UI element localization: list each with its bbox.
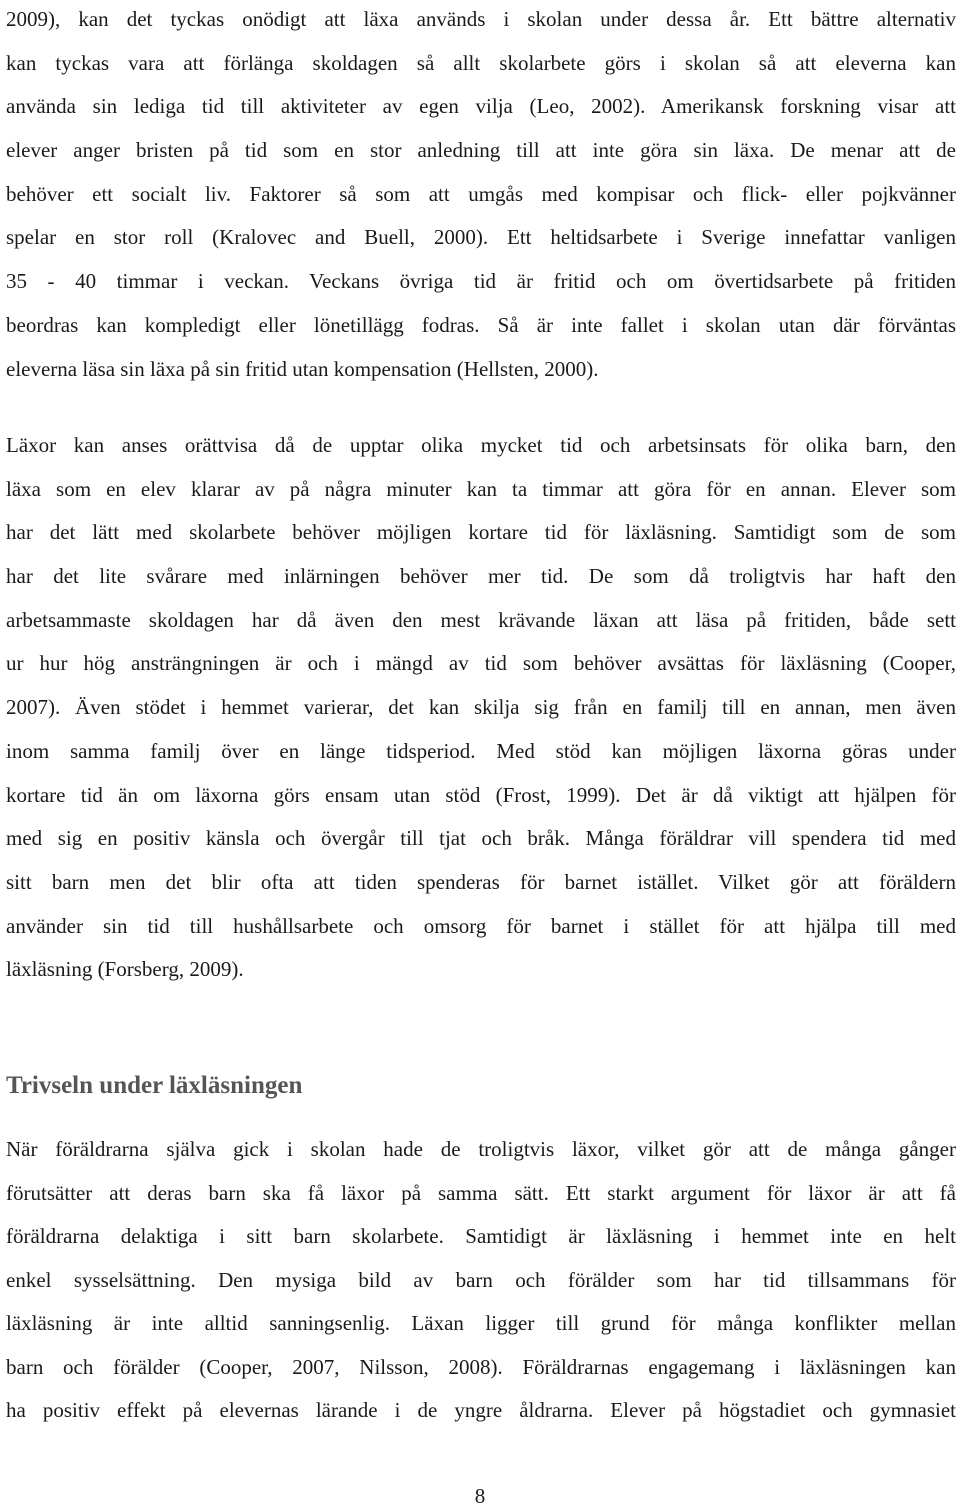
text-line: Läxor kan anses orättvisa då de upptar olika mycket tid och arbetsinsats för olika barn, den <box>6 433 956 457</box>
text-line: använder sin tid till hushållsarbete och omsorg för barnet i stället för att hjälpa till med <box>6 913 956 938</box>
text-line: När föräldrarna själva gick i skolan hade de troligtvis läxor, vilket gör att de många gånger <box>6 1137 956 1161</box>
text-line: har det lite svårare med inlärningen behöver mer tid. De som då troligtvis har haft den <box>6 564 956 589</box>
paragraph-3 <box>6 1128 956 1433</box>
text-line: sitt barn men det blir ofta att tiden spenderas för barnet istället. Vilket gör att föräldern <box>6 869 956 894</box>
text-line: eleverna läsa sin läxa på sin fritid utan kompensation (Hellsten, 2000). <box>6 356 599 381</box>
text-line: ur hur hög ansträngningen är och i mängd av tid som behöver avsättas för läxläsning (Cooper, <box>6 651 956 676</box>
paragraph-1 <box>6 0 956 391</box>
paragraph-2 <box>6 424 956 992</box>
text-line: kortare tid än om läxorna görs ensam utan stöd (Frost, 1999). Det är då viktigt att hjälpen för <box>6 782 956 807</box>
text-line: 2007). Även stödet i hemmet varierar, det kan skilja sig från en familj till en annan, men även <box>6 695 956 720</box>
text-line: läxläsning är inte alltid sanningsenlig. Läxan ligger till grund för många konflikter mellan <box>6 1311 956 1335</box>
text-line: kan tyckas vara att förlänga skoldagen så allt skolarbete görs i skolan så att eleverna kan <box>6 50 956 75</box>
text-line: enkel sysselsättning. Den mysiga bild av barn och förälder som har tid tillsammans för <box>6 1267 956 1292</box>
section-heading: Trivseln under läxläsningen <box>6 1072 303 1099</box>
text-line: läxläsning (Forsberg, 2009). <box>6 957 244 982</box>
text-line: förutsätter att deras barn ska få läxor på samma sätt. Ett starkt argument för läxor är att få <box>6 1180 956 1205</box>
text-line: behöver ett socialt liv. Faktorer så som att umgås med kompisar och flick- eller pojkvänner <box>6 181 956 206</box>
text-line: med sig en positiv känsla och övergår till tjat och bråk. Många föräldrar vill spendera tid med <box>6 826 956 851</box>
text-line: 35 - 40 timmar i veckan. Veckans övriga tid är fritid och om övertidsarbete på fritiden <box>6 269 956 294</box>
text-line: använda sin lediga tid till aktiviteter av egen vilja (Leo, 2002). Amerikansk forskning visar att <box>6 94 956 119</box>
text-line: inom samma familj över en länge tidsperiod. Med stöd kan möjligen läxorna göras under <box>6 738 956 763</box>
text-line: elever anger bristen på tid som en stor anledning till att inte göra sin läxa. De menar att de <box>6 138 956 163</box>
page-number: 8 <box>474 1484 486 1508</box>
text-line: har det lätt med skolarbete behöver möjligen kortare tid för läxläsning. Samtidigt som de som <box>6 520 956 545</box>
text-line: barn och förälder (Cooper, 2007, Nilsson, 2008). Föräldrarnas engagemang i läxläsningen kan <box>6 1354 956 1379</box>
text-line: ha positiv effekt på elevernas lärande i de yngre åldrarna. Elever på högstadiet och gymnasiet <box>6 1398 956 1422</box>
text-line: beordras kan kompledigt eller lönetillägg fodras. Så är inte fallet i skolan utan där förväntas <box>6 312 956 337</box>
text-line: läxa som en elev klarar av på några minuter kan ta timmar att göra för en annan. Elever som <box>6 476 956 501</box>
text-line: föräldrarna delaktiga i sitt barn skolarbete. Samtidigt är läxläsning i hemmet inte en helt <box>6 1224 956 1248</box>
text-line: spelar en stor roll (Kralovec and Buell, 2000). Ett heltidsarbete i Sverige innefattar vanligen <box>6 225 956 250</box>
text-line: 2009), kan det tyckas onödigt att läxa används i skolan under dessa år. Ett bättre alternativ <box>6 7 956 31</box>
text-line: arbetsammaste skoldagen har då även den mest krävande läxan att läsa på fritiden, både sett <box>6 607 956 632</box>
